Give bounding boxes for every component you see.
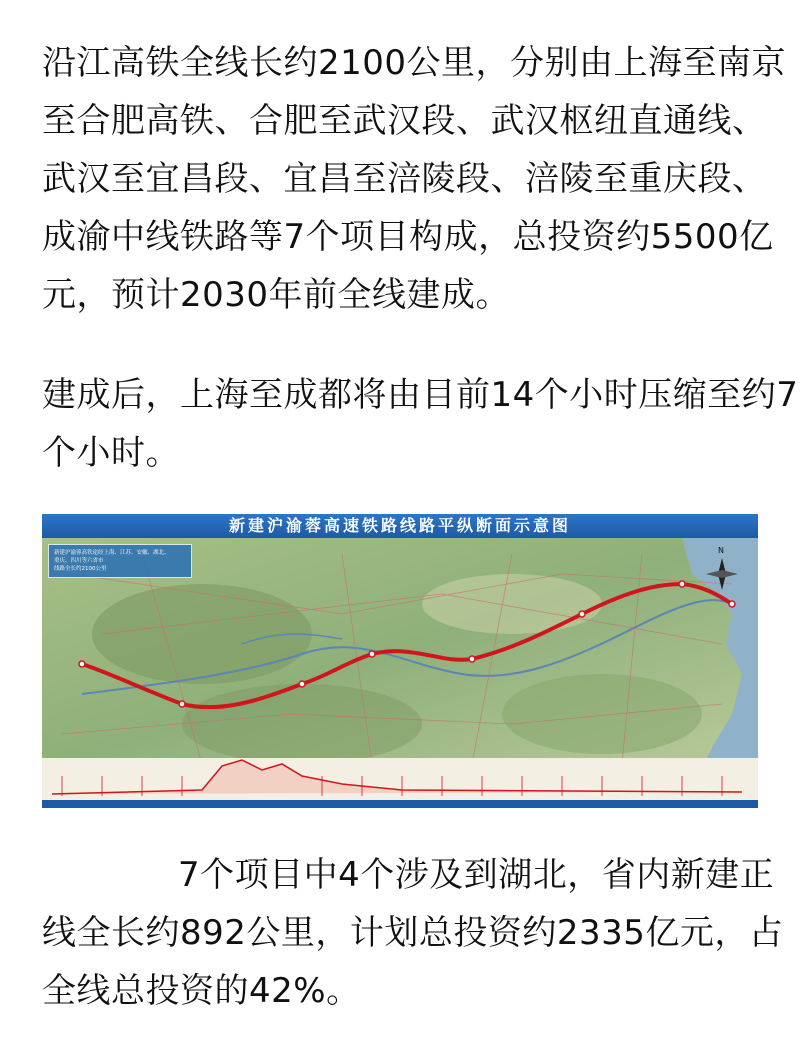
text-line: 7个项目中4个涉及到湖北，省内新建正 xyxy=(178,855,775,895)
map-legend xyxy=(48,544,192,578)
paragraph-travel-time xyxy=(42,366,799,482)
compass-icon xyxy=(702,546,742,594)
legend-line: 新建沪渝蓉高铁途经上海、江苏、安徽、湖北、 xyxy=(54,550,170,556)
text-line: 沿江高铁全线长约2100公里，分别由上海至南京 xyxy=(42,43,787,83)
text-line: 元，预计2030年前全线建成。 xyxy=(42,275,511,315)
railway-route-map xyxy=(42,514,758,808)
text-line: 至合肥高铁、合肥至武汉段、武汉枢纽直通线、 xyxy=(42,101,767,141)
compass-label: N xyxy=(718,546,724,555)
map-title: 新建沪渝蓉高速铁路线路平纵断面示意图 xyxy=(42,514,758,538)
text-line: 建成后，上海至成都将由目前14个小时压缩至约7 xyxy=(42,375,799,415)
legend-line: 线路全长约2100公里 xyxy=(54,566,107,572)
text-line: 武汉至宜昌段、宜昌至涪陵段、涪陵至重庆段、 xyxy=(42,159,767,199)
paragraph-intro xyxy=(42,34,787,324)
legend-line: 重庆、四川等六省市 xyxy=(54,558,104,564)
text-line: 个小时。 xyxy=(42,433,180,473)
paragraph-hubei xyxy=(42,846,784,1020)
text-line: 线全长约892公里，计划总投资约2335亿元，占 xyxy=(42,913,784,953)
text-line: 成渝中线铁路等7个项目构成，总投资约5500亿 xyxy=(42,217,774,257)
text-line: 全线总投资的42%。 xyxy=(42,971,361,1011)
